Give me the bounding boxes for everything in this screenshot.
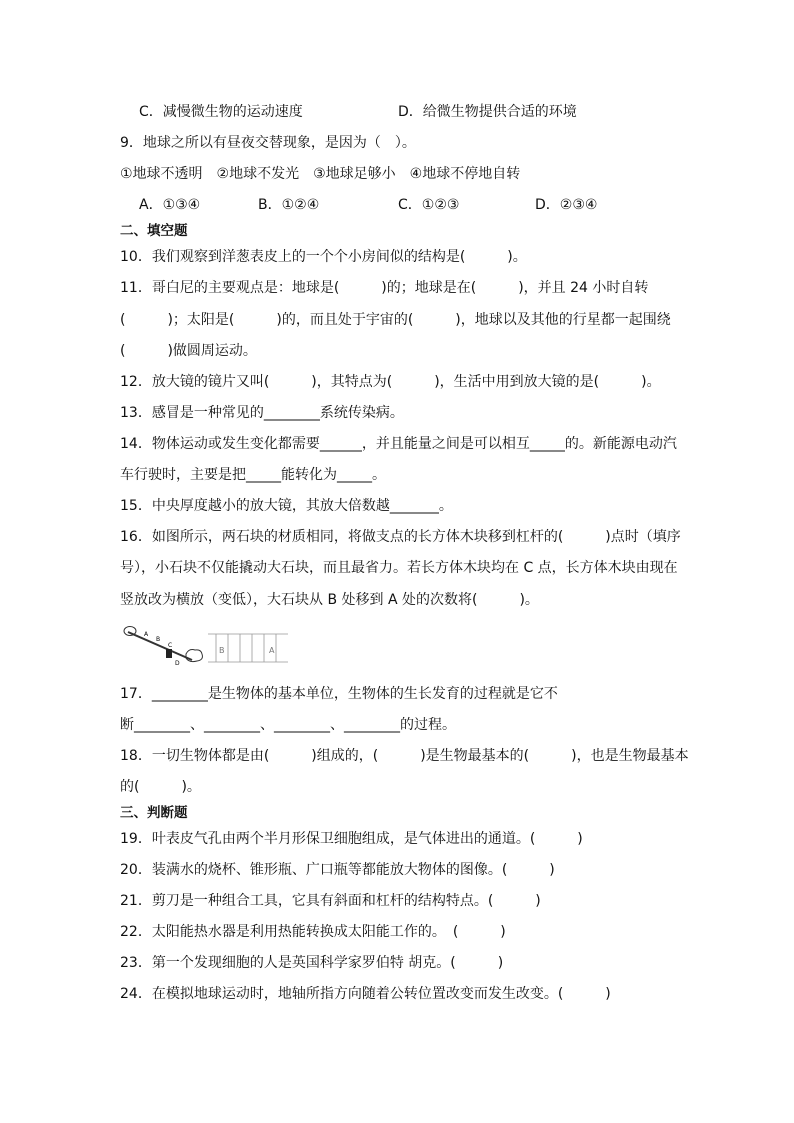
lever-figure [122,624,292,668]
q11-line1: 11．哥白尼的主要观点是：地球是( )的；地球是在( )，并且 24 小时自转 [120,280,649,296]
big-stone [186,650,202,662]
q16-line1: 16．如图所示，两石块的材质相同，将做支点的长方体木块移到杠杆的( )点时（填序 [120,529,681,545]
q19: 19．叶表皮气孔由两个半月形保卫细胞组成，是气体进出的通道。( ) [120,831,583,847]
q20: 20．装满水的烧杯、锥形瓶、广口瓶等都能放大物体的图像。( ) [120,862,555,878]
q8-option-d: D．给微生物提供合适的环境 [398,104,577,120]
small-stone [124,627,136,636]
q17-line1: 17．________是生物体的基本单位，生物体的生长发育的过程就是它不 [120,686,558,702]
q11-line3: ( )做圆周运动。 [120,343,257,359]
q15: 15．中央厚度越小的放大镜，其放大倍数越_______。 [120,498,453,514]
q17-line2: 断________、________、________、________的过程。 [120,717,456,733]
section-true-false-heading: 三、判断题 [120,805,188,821]
q23: 23．第一个发现细胞的人是英国科学家罗伯特 胡克。( ) [120,955,504,971]
q14-line2: 车行驶时，主要是把_____能转化为_____。 [120,467,386,483]
q24: 24．在模拟地球运动时，地轴所指方向随着公转位置改变而发生改变。( ) [120,986,611,1002]
point-label-d: D [175,660,180,667]
section-fill-blank-heading: 二、填空题 [120,223,188,239]
q11-line2: ( )；太阳是( )的，而且处于宇宙的( )，地球以及其他的行星都一起围绕 [120,312,671,328]
point-label-b: B [156,636,161,643]
q9-stem: 9．地球之所以有昼夜交替现象，是因为（ ）。 [120,135,416,151]
q16-line3: 竖放改为横放（变低），大石块从 B 处移到 A 处的次数将( )。 [120,592,539,608]
q9-option-a: A．①③④ [139,197,201,213]
q18-line2: 的( )。 [120,779,201,795]
q21: 21．剪刀是一种组合工具，它具有斜面和杠杆的结构特点。( ) [120,893,541,909]
q8-option-c: C．减慢微生物的运动速度 [139,104,303,120]
q9-option-d: D．②③④ [535,197,598,213]
q9-option-c: C．①②③ [398,197,460,213]
q12: 12．放大镜的镜片又叫( )，其特点为( )，生活中用到放大镜的是( )。 [120,374,661,390]
q18-line1: 18．一切生物体都是由( )组成的，( )是生物最基本的( )，也是生物最基本 [120,748,689,764]
grid-label-b: B [219,646,225,655]
q9-option-b: B．①②④ [258,197,320,213]
point-label-c: C [168,642,173,649]
point-label-a: A [144,631,149,638]
q13: 13．感冒是一种常见的________系统传染病。 [120,405,404,421]
fulcrum-block [166,649,172,658]
q9-statements: ①地球不透明 ②地球不发光 ③地球足够小 ④地球不停地自转 [120,166,521,182]
q22: 22．太阳能热水器是利用热能转换成太阳能工作的。 ( ) [120,924,506,940]
q14-line1: 14．物体运动或发生变化都需要______，并且能量之间是可以相互_____的。新能源电动汽 [120,436,677,452]
q10: 10．我们观察到洋葱表皮上的一个个小房间似的结构是( )。 [120,249,527,265]
q16-line2: 号），小石块不仅能撬动大石块，而且最省力。若长方体木块均在 C 点，长方体木块由现在 [120,560,678,576]
grid-label-a: A [269,646,275,655]
